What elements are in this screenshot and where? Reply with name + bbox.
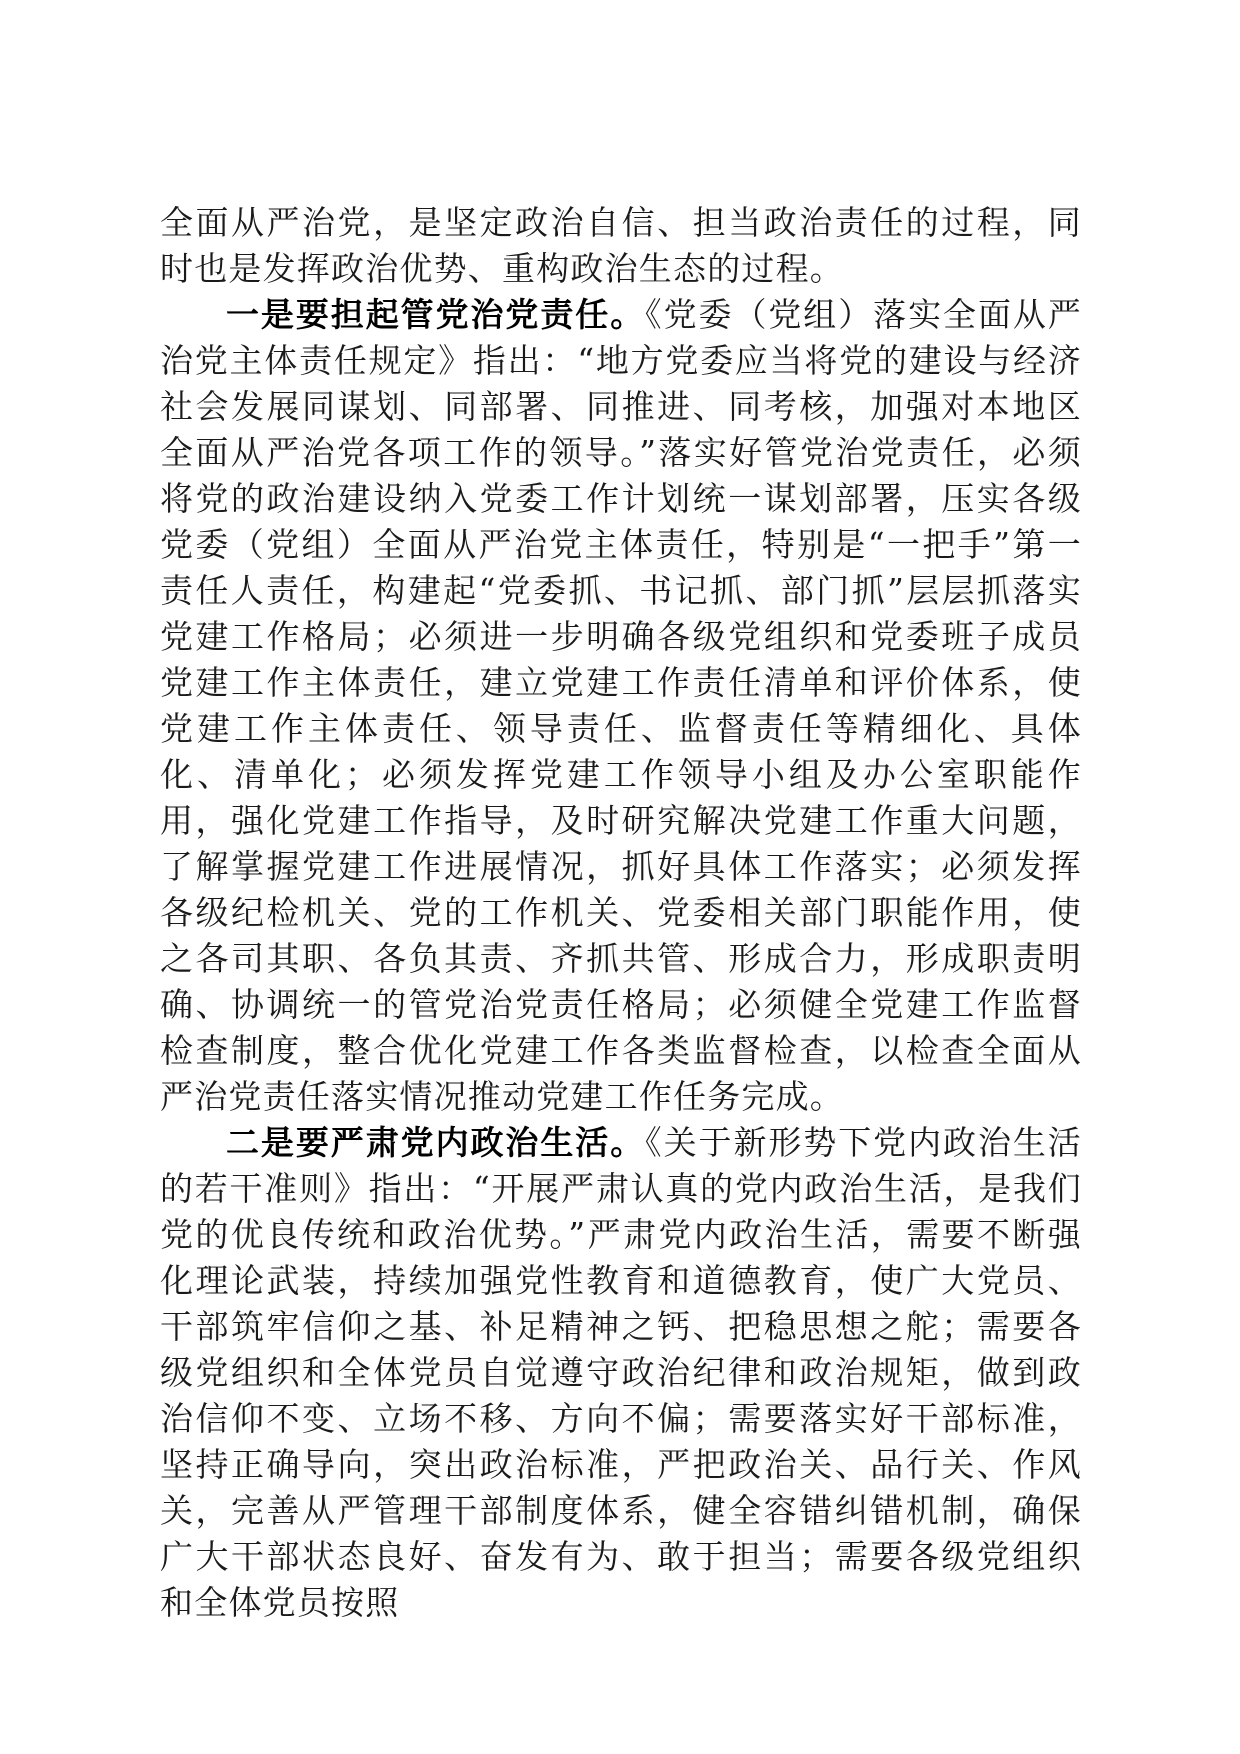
paragraph-lead: 一是要担起管党治党责任。 <box>226 295 646 334</box>
document-body <box>160 200 1082 1626</box>
paragraph-lead: 二是要严肃党内政治生活。 <box>226 1123 646 1162</box>
paragraph-text: 《党委（党组）落实全面从严治党主体责任规定》指出：“地方党委应当将党的建设与经济社会发展同谋划、同部署、同推进、同考核，加强对本地区全面从严治党各项工作的领导。”落实好管党治党责任，必须将党的政治建设纳入党委工作计划统一谋划部署，压实各级党委（党组）全面从严治党主体责任，特别是“一把手”第一责任人责任，构建起“党委抓、书记抓、部门抓”层层抓落实党建工作格局；必须进一步明确各级党组织和党委班子成员党建工作主体责任，建立党建工作责任清单和评价体系，使党建工作主体责任、领导责任、监督责任等精细化、具体化、清单化；必须发挥党建工作领导小组及办公室职能作用，强化党建工作指导，及时研究解决党建工作重大问题，了解掌握党建工作进展情况，抓好具体工作落实；必须发挥各级纪检机关、党的工作机关、党委相关部门职能作用，使之各司其职、各负其责、齐抓共管、形成合力，形成职责明确、协调统一的管党治党责任格局；必须健全党建工作监督检查制度，整合优化党建工作各类监督检查，以检查全面从严治党责任落实情况推动党建工作任务完成。 <box>160 295 1082 1116</box>
paragraph-text: 《关于新形势下党内政治生活的若干准则》指出：“开展严肃认真的党内政治生活，是我们党的优良传统和政治优势。”严肃党内政治生活，需要不断强化理论武装，持续加强党性教育和道德教育，使广大党员、干部筑牢信仰之基、补足精神之钙、把稳思想之舵；需要各级党组织和全体党员自觉遵守政治纪律和政治规矩，做到政治信仰不变、立场不移、方向不偏；需要落实好干部标准，坚持正确导向，突出政治标准，严把政治关、品行关、作风关，完善从严管理干部制度体系，健全容错纠错机制，确保广大干部状态良好、奋发有为、敢于担当；需要各级党组织和全体党员按照 <box>160 1123 1082 1622</box>
paragraph-intro <box>160 200 1082 292</box>
paragraph-political-life <box>160 1120 1082 1626</box>
paragraph-text: 全面从严治党，是坚定政治自信、担当政治责任的过程，同时也是发挥政治优势、重构政治生态的过程。 <box>160 203 1082 288</box>
paragraph-party-responsibility <box>160 292 1082 1120</box>
